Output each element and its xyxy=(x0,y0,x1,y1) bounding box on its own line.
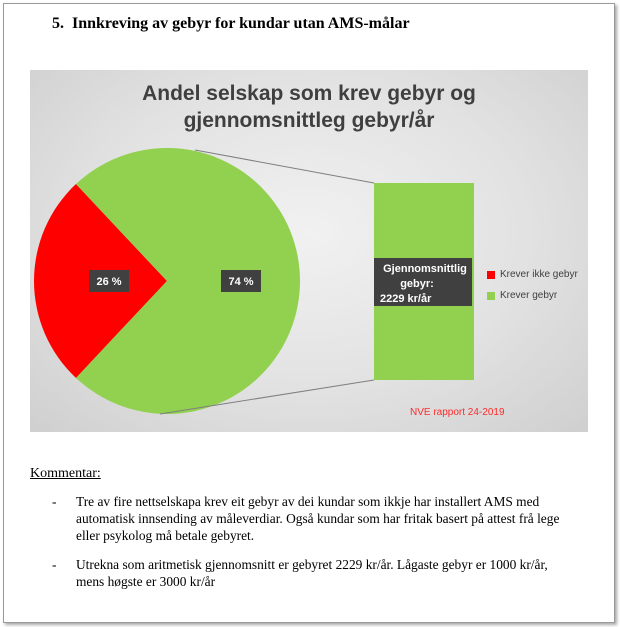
legend-swatch xyxy=(487,292,495,300)
comment-list xyxy=(52,493,572,602)
bullet-marker: - xyxy=(52,557,57,572)
chart-title-line1: Andel selskap som krev gebyr og xyxy=(142,82,476,105)
legend-item xyxy=(487,285,578,306)
section-number: 5. xyxy=(52,15,64,32)
legend-item xyxy=(487,264,578,285)
pie-chart xyxy=(30,70,588,432)
callout-label-line1: Gjennomsnittlig xyxy=(383,263,467,275)
section-title: Innkreving av gebyr for kundar utan AMS-målar xyxy=(72,15,410,32)
legend-label: Krever ikke gebyr xyxy=(500,269,578,280)
legend-swatch xyxy=(487,271,495,279)
chart-legend xyxy=(487,264,578,306)
chart-area xyxy=(30,70,588,432)
source-note: NVE rapport 24-2019 xyxy=(410,407,505,418)
comment-heading: Kommentar: xyxy=(30,466,101,481)
comment-bullet xyxy=(52,556,572,590)
section-heading xyxy=(52,15,410,33)
callout-label-line3: 2229 kr/år xyxy=(380,293,432,305)
slice-label-required: 74 % xyxy=(228,276,254,288)
bullet-text: Utrekna som aritmetisk gjennomsnitt er gebyret 2229 kr/år. Lågaste gebyr er 1000 kr/år, mens høgste er 3000 kr/år xyxy=(76,557,548,589)
legend-label: Krever gebyr xyxy=(500,290,558,301)
callout-label-line2: gebyr: xyxy=(400,278,434,290)
comment-bullet xyxy=(52,493,572,544)
chart-title-line2: gjennomsnittleg gebyr/år xyxy=(183,109,435,132)
slice-label-not-required: 26 % xyxy=(96,276,122,288)
bullet-text: Tre av fire nettselskapa krev eit gebyr av dei kundar som ikkje har installert AMS med automatisk innsending av måleverdiar. Også kundar som har fritak basert på attest frå lege eller psykolog må betale gebyret. xyxy=(76,494,560,543)
bullet-marker: - xyxy=(52,494,57,509)
